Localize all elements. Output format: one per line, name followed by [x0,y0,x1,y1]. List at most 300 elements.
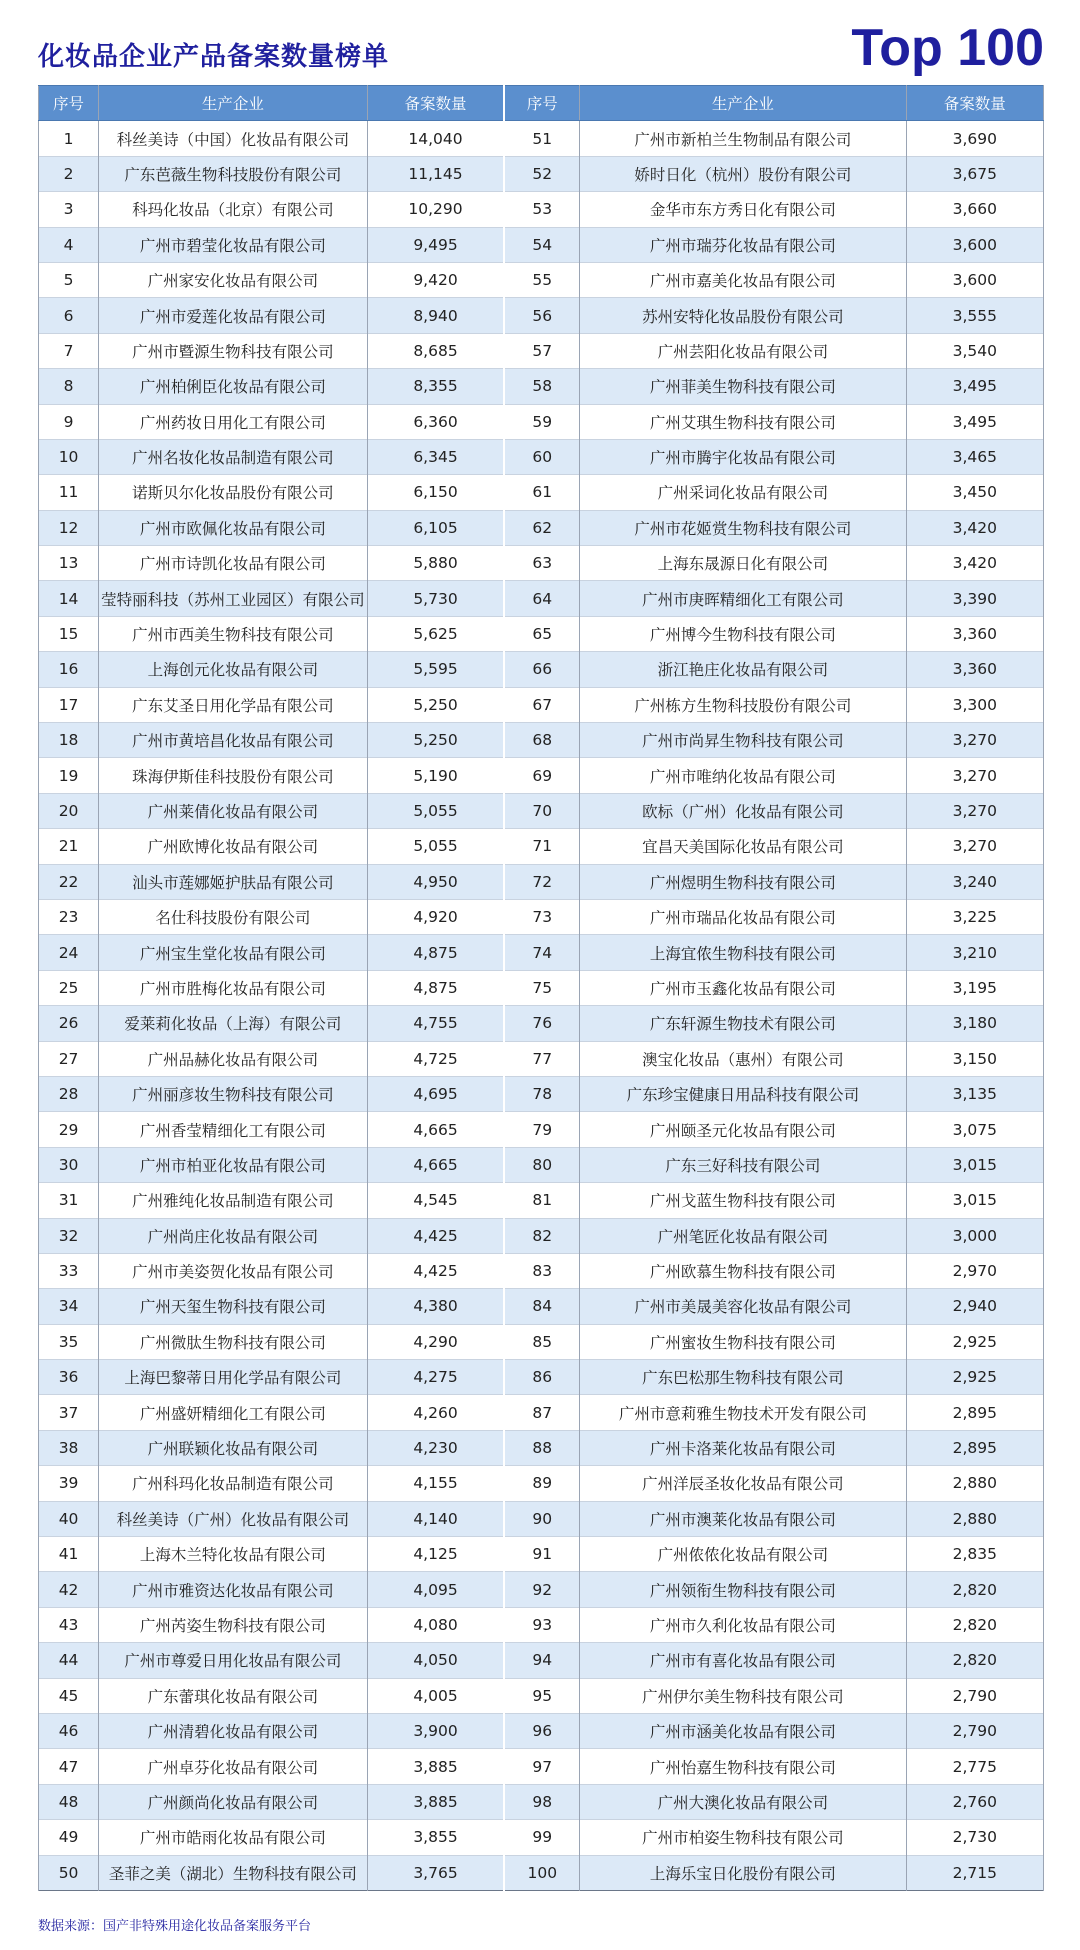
table-row [39,899,1044,934]
count-cell: 6,105 [367,510,504,545]
company-cell: 广州怡嘉生物科技有限公司 [580,1749,906,1784]
rank-cell: 24 [39,935,99,970]
rank-cell: 55 [504,262,579,297]
company-cell: 广州市柏亚化妆品有限公司 [99,1147,367,1182]
rank-cell: 6 [39,298,99,333]
rank-cell: 7 [39,333,99,368]
table-row [39,1820,1044,1855]
table-row [39,652,1044,687]
rank-cell: 44 [39,1643,99,1678]
count-cell: 5,055 [367,829,504,864]
rank-cell: 83 [504,1253,579,1288]
count-cell: 2,790 [906,1713,1043,1748]
company-cell: 广州市暨源生物科技有限公司 [99,333,367,368]
count-cell: 3,420 [906,510,1043,545]
rank-cell: 72 [504,864,579,899]
company-cell: 广州家安化妆品有限公司 [99,262,367,297]
count-cell: 8,355 [367,369,504,404]
table-row [39,262,1044,297]
count-cell: 4,155 [367,1466,504,1501]
rank-cell: 65 [504,616,579,651]
count-cell: 5,880 [367,546,504,581]
rank-cell: 92 [504,1572,579,1607]
company-cell: 广州市尊爱日用化妆品有限公司 [99,1643,367,1678]
table-row [39,1855,1044,1890]
company-cell: 广州市有喜化妆品有限公司 [580,1643,906,1678]
count-cell: 4,545 [367,1183,504,1218]
count-cell: 2,925 [906,1360,1043,1395]
table-row [39,1643,1044,1678]
count-cell: 4,080 [367,1607,504,1642]
count-cell: 4,665 [367,1112,504,1147]
rank-cell: 94 [504,1643,579,1678]
table-row [39,121,1044,156]
company-cell: 诺斯贝尔化妆品股份有限公司 [99,475,367,510]
page-header [38,20,1044,80]
count-cell: 3,465 [906,439,1043,474]
count-cell: 2,730 [906,1820,1043,1855]
company-cell: 广州芮姿生物科技有限公司 [99,1607,367,1642]
table-row [39,1572,1044,1607]
rank-cell: 57 [504,333,579,368]
company-cell: 广州市庚晖精细化工有限公司 [580,581,906,616]
company-cell: 广州市尚昇生物科技有限公司 [580,723,906,758]
ranking-table [38,85,1044,1891]
count-cell: 4,230 [367,1430,504,1465]
rank-cell: 62 [504,510,579,545]
table-body [39,121,1044,1891]
count-cell: 3,600 [906,262,1043,297]
rank-cell: 22 [39,864,99,899]
company-cell: 广州颜尚化妆品有限公司 [99,1784,367,1819]
rank-cell: 13 [39,546,99,581]
table-row [39,581,1044,616]
count-cell: 4,005 [367,1678,504,1713]
company-cell: 广州市黄培昌化妆品有限公司 [99,723,367,758]
company-cell: 广州笔匠化妆品有限公司 [580,1218,906,1253]
company-cell: 广州市意莉雅生物技术开发有限公司 [580,1395,906,1430]
company-cell: 广州领衔生物科技有限公司 [580,1572,906,1607]
count-cell: 2,925 [906,1324,1043,1359]
rank-cell: 48 [39,1784,99,1819]
count-cell: 3,150 [906,1041,1043,1076]
rank-cell: 26 [39,1006,99,1041]
count-cell: 11,145 [367,156,504,191]
company-cell: 广州市欧佩化妆品有限公司 [99,510,367,545]
rank-cell: 14 [39,581,99,616]
count-cell: 9,420 [367,262,504,297]
company-cell: 广州雅纯化妆品制造有限公司 [99,1183,367,1218]
rank-cell: 27 [39,1041,99,1076]
company-cell: 广州柏俐臣化妆品有限公司 [99,369,367,404]
count-cell: 4,425 [367,1218,504,1253]
rank-cell: 74 [504,935,579,970]
count-cell: 2,880 [906,1501,1043,1536]
rank-cell: 91 [504,1537,579,1572]
company-cell: 广州市皓雨化妆品有限公司 [99,1820,367,1855]
table-row [39,156,1044,191]
count-cell: 3,270 [906,829,1043,864]
rank-cell: 25 [39,970,99,1005]
rank-cell: 35 [39,1324,99,1359]
count-cell: 2,790 [906,1678,1043,1713]
rank-cell: 84 [504,1289,579,1324]
header-rank: 序号 [504,86,579,121]
company-cell: 汕头市莲娜姬护肤品有限公司 [99,864,367,899]
rank-cell: 53 [504,192,579,227]
count-cell: 3,360 [906,652,1043,687]
rank-cell: 32 [39,1218,99,1253]
table-row [39,475,1044,510]
count-cell: 2,715 [906,1855,1043,1890]
count-cell: 8,685 [367,333,504,368]
count-cell: 3,270 [906,758,1043,793]
count-cell: 4,875 [367,970,504,1005]
rank-cell: 42 [39,1572,99,1607]
count-cell: 3,540 [906,333,1043,368]
rank-cell: 88 [504,1430,579,1465]
table-row [39,1360,1044,1395]
count-cell: 5,250 [367,723,504,758]
rank-cell: 5 [39,262,99,297]
company-cell: 广州侬侬化妆品有限公司 [580,1537,906,1572]
count-cell: 4,725 [367,1041,504,1076]
rank-cell: 17 [39,687,99,722]
company-cell: 广州欧慕生物科技有限公司 [580,1253,906,1288]
rank-cell: 68 [504,723,579,758]
company-cell: 广州市嘉美化妆品有限公司 [580,262,906,297]
count-cell: 2,970 [906,1253,1043,1288]
company-cell: 广州菲美生物科技有限公司 [580,369,906,404]
company-cell: 上海宜侬生物科技有限公司 [580,935,906,970]
company-cell: 广州香莹精细化工有限公司 [99,1112,367,1147]
rank-cell: 37 [39,1395,99,1430]
count-cell: 3,000 [906,1218,1043,1253]
count-cell: 4,095 [367,1572,504,1607]
rank-cell: 18 [39,723,99,758]
rank-cell: 71 [504,829,579,864]
company-cell: 科玛化妆品（北京）有限公司 [99,192,367,227]
table-row [39,793,1044,828]
header-count: 备案数量 [906,86,1043,121]
count-cell: 3,420 [906,546,1043,581]
count-cell: 5,625 [367,616,504,651]
rank-cell: 31 [39,1183,99,1218]
rank-cell: 77 [504,1041,579,1076]
rank-cell: 69 [504,758,579,793]
company-cell: 广州市爱莲化妆品有限公司 [99,298,367,333]
table-row [39,1289,1044,1324]
company-cell: 广州卡洛莱化妆品有限公司 [580,1430,906,1465]
company-cell: 金华市东方秀日化有限公司 [580,192,906,227]
count-cell: 3,075 [906,1112,1043,1147]
company-cell: 广州市久利化妆品有限公司 [580,1607,906,1642]
count-cell: 4,140 [367,1501,504,1536]
table-row [39,192,1044,227]
rank-cell: 87 [504,1395,579,1430]
company-cell: 广州清碧化妆品有限公司 [99,1713,367,1748]
count-cell: 5,190 [367,758,504,793]
rank-cell: 86 [504,1360,579,1395]
rank-cell: 36 [39,1360,99,1395]
table-row [39,687,1044,722]
rank-cell: 75 [504,970,579,1005]
company-cell: 广州市腾宇化妆品有限公司 [580,439,906,474]
company-cell: 圣菲之美（湖北）生物科技有限公司 [99,1855,367,1890]
table-row [39,369,1044,404]
rank-cell: 90 [504,1501,579,1536]
company-cell: 广州洋辰圣妆化妆品有限公司 [580,1466,906,1501]
count-cell: 3,495 [906,404,1043,439]
company-cell: 上海创元化妆品有限公司 [99,652,367,687]
rank-cell: 20 [39,793,99,828]
rank-cell: 54 [504,227,579,262]
company-cell: 名仕科技股份有限公司 [99,899,367,934]
count-cell: 3,885 [367,1749,504,1784]
company-cell: 广州博今生物科技有限公司 [580,616,906,651]
table-row [39,404,1044,439]
rank-cell: 43 [39,1607,99,1642]
count-cell: 4,050 [367,1643,504,1678]
company-cell: 澳宝化妆品（惠州）有限公司 [580,1041,906,1076]
rank-cell: 99 [504,1820,579,1855]
company-cell: 广州伊尔美生物科技有限公司 [580,1678,906,1713]
count-cell: 3,180 [906,1006,1043,1041]
company-cell: 广州颐圣元化妆品有限公司 [580,1112,906,1147]
table-row [39,1218,1044,1253]
count-cell: 10,290 [367,192,504,227]
table-row [39,298,1044,333]
rank-cell: 3 [39,192,99,227]
rank-cell: 52 [504,156,579,191]
company-cell: 广州栋方生物科技股份有限公司 [580,687,906,722]
count-cell: 4,920 [367,899,504,934]
rank-cell: 9 [39,404,99,439]
rank-cell: 61 [504,475,579,510]
table-row [39,1253,1044,1288]
count-cell: 3,765 [367,1855,504,1890]
table-row [39,1466,1044,1501]
company-cell: 浙江艳庄化妆品有限公司 [580,652,906,687]
table-header-row [39,86,1044,121]
table-row [39,935,1044,970]
count-cell: 4,290 [367,1324,504,1359]
company-cell: 广州市玉鑫化妆品有限公司 [580,970,906,1005]
count-cell: 2,880 [906,1466,1043,1501]
company-cell: 苏州安特化妆品股份有限公司 [580,298,906,333]
count-cell: 6,360 [367,404,504,439]
rank-cell: 63 [504,546,579,581]
company-cell: 广州戈蓝生物科技有限公司 [580,1183,906,1218]
table-row [39,510,1044,545]
table-row [39,616,1044,651]
rank-cell: 82 [504,1218,579,1253]
rank-cell: 10 [39,439,99,474]
count-cell: 4,425 [367,1253,504,1288]
count-cell: 5,595 [367,652,504,687]
count-cell: 14,040 [367,121,504,156]
rank-cell: 40 [39,1501,99,1536]
count-cell: 8,940 [367,298,504,333]
count-cell: 2,835 [906,1537,1043,1572]
count-cell: 3,225 [906,899,1043,934]
table-row [39,439,1044,474]
company-cell: 上海东晟源日化有限公司 [580,546,906,581]
count-cell: 3,390 [906,581,1043,616]
rank-cell: 79 [504,1112,579,1147]
company-cell: 广州品赫化妆品有限公司 [99,1041,367,1076]
count-cell: 4,755 [367,1006,504,1041]
rank-cell: 49 [39,1820,99,1855]
table-row [39,864,1044,899]
rank-cell: 56 [504,298,579,333]
top-100-badge: Top 100 [851,19,1044,77]
rank-cell: 46 [39,1713,99,1748]
count-cell: 3,555 [906,298,1043,333]
rank-cell: 96 [504,1713,579,1748]
rank-cell: 76 [504,1006,579,1041]
rank-cell: 21 [39,829,99,864]
count-cell: 5,055 [367,793,504,828]
rank-cell: 85 [504,1324,579,1359]
company-cell: 广东蕾琪化妆品有限公司 [99,1678,367,1713]
company-cell: 珠海伊斯佳科技股份有限公司 [99,758,367,793]
company-cell: 欧标（广州）化妆品有限公司 [580,793,906,828]
count-cell: 3,240 [906,864,1043,899]
company-cell: 广州市胜梅化妆品有限公司 [99,970,367,1005]
rank-cell: 29 [39,1112,99,1147]
company-cell: 广州市唯纳化妆品有限公司 [580,758,906,793]
rank-cell: 34 [39,1289,99,1324]
count-cell: 2,940 [906,1289,1043,1324]
table-row [39,1076,1044,1111]
count-cell: 3,660 [906,192,1043,227]
table-row [39,1749,1044,1784]
table-row [39,1147,1044,1182]
count-cell: 3,600 [906,227,1043,262]
company-cell: 广州莱倩化妆品有限公司 [99,793,367,828]
company-cell: 广州市雅资达化妆品有限公司 [99,1572,367,1607]
company-cell: 广州市涵美化妆品有限公司 [580,1713,906,1748]
table-row [39,1713,1044,1748]
table-row [39,1537,1044,1572]
company-cell: 广州市碧莹化妆品有限公司 [99,227,367,262]
rank-cell: 98 [504,1784,579,1819]
rank-cell: 4 [39,227,99,262]
rank-cell: 78 [504,1076,579,1111]
company-cell: 广东艾圣日用化学品有限公司 [99,687,367,722]
company-cell: 广州蜜妆生物科技有限公司 [580,1324,906,1359]
table-row [39,829,1044,864]
rank-cell: 95 [504,1678,579,1713]
count-cell: 3,270 [906,793,1043,828]
count-cell: 3,885 [367,1784,504,1819]
rank-cell: 60 [504,439,579,474]
company-cell: 广东芭薇生物科技股份有限公司 [99,156,367,191]
company-cell: 广州市瑞芬化妆品有限公司 [580,227,906,262]
rank-cell: 30 [39,1147,99,1182]
count-cell: 4,665 [367,1147,504,1182]
count-cell: 2,775 [906,1749,1043,1784]
count-cell: 4,125 [367,1537,504,1572]
count-cell: 4,695 [367,1076,504,1111]
table-row [39,758,1044,793]
count-cell: 6,345 [367,439,504,474]
rank-cell: 1 [39,121,99,156]
company-cell: 爱莱莉化妆品（上海）有限公司 [99,1006,367,1041]
count-cell: 2,820 [906,1643,1043,1678]
company-cell: 娇时日化（杭州）股份有限公司 [580,156,906,191]
count-cell: 3,675 [906,156,1043,191]
table-row [39,1183,1044,1218]
rank-cell: 70 [504,793,579,828]
count-cell: 2,820 [906,1572,1043,1607]
company-cell: 广州市柏姿生物科技有限公司 [580,1820,906,1855]
rank-cell: 45 [39,1678,99,1713]
company-cell: 上海乐宝日化股份有限公司 [580,1855,906,1890]
rank-cell: 81 [504,1183,579,1218]
company-cell: 广东轩源生物技术有限公司 [580,1006,906,1041]
table-row [39,1324,1044,1359]
count-cell: 4,275 [367,1360,504,1395]
company-cell: 广州采词化妆品有限公司 [580,475,906,510]
company-cell: 广州微肽生物科技有限公司 [99,1324,367,1359]
table-row [39,1112,1044,1147]
company-cell: 广州丽彦妆生物科技有限公司 [99,1076,367,1111]
header-company: 生产企业 [580,86,906,121]
company-cell: 广州天玺生物科技有限公司 [99,1289,367,1324]
rank-cell: 19 [39,758,99,793]
count-cell: 4,950 [367,864,504,899]
rank-cell: 15 [39,616,99,651]
table-row [39,227,1044,262]
count-cell: 2,820 [906,1607,1043,1642]
count-cell: 2,895 [906,1395,1043,1430]
rank-cell: 67 [504,687,579,722]
table-row [39,1395,1044,1430]
rank-cell: 64 [504,581,579,616]
table-row [39,1006,1044,1041]
count-cell: 3,495 [906,369,1043,404]
company-cell: 广州市诗凯化妆品有限公司 [99,546,367,581]
company-cell: 莹特丽科技（苏州工业园区）有限公司 [99,581,367,616]
company-cell: 广州市花姬赏生物科技有限公司 [580,510,906,545]
company-cell: 上海巴黎蒂日用化学品有限公司 [99,1360,367,1395]
header-count: 备案数量 [367,86,504,121]
rank-cell: 41 [39,1537,99,1572]
count-cell: 3,855 [367,1820,504,1855]
table-row [39,1430,1044,1465]
count-cell: 2,895 [906,1430,1043,1465]
data-source-note: 数据来源：国产非特殊用途化妆品备案服务平台 [38,1919,312,1934]
rank-cell: 97 [504,1749,579,1784]
rank-cell: 73 [504,899,579,934]
rank-cell: 38 [39,1430,99,1465]
rank-cell: 23 [39,899,99,934]
page-title: 化妆品企业产品备案数量榜单 [38,42,390,72]
count-cell: 3,450 [906,475,1043,510]
company-cell: 广州市美晟美容化妆品有限公司 [580,1289,906,1324]
rank-cell: 39 [39,1466,99,1501]
company-cell: 广州宝生堂化妆品有限公司 [99,935,367,970]
company-cell: 广州科玛化妆品制造有限公司 [99,1466,367,1501]
rank-cell: 47 [39,1749,99,1784]
table-row [39,1678,1044,1713]
count-cell: 3,690 [906,121,1043,156]
table-row [39,1041,1044,1076]
company-cell: 广州欧博化妆品有限公司 [99,829,367,864]
rank-cell: 100 [504,1855,579,1890]
